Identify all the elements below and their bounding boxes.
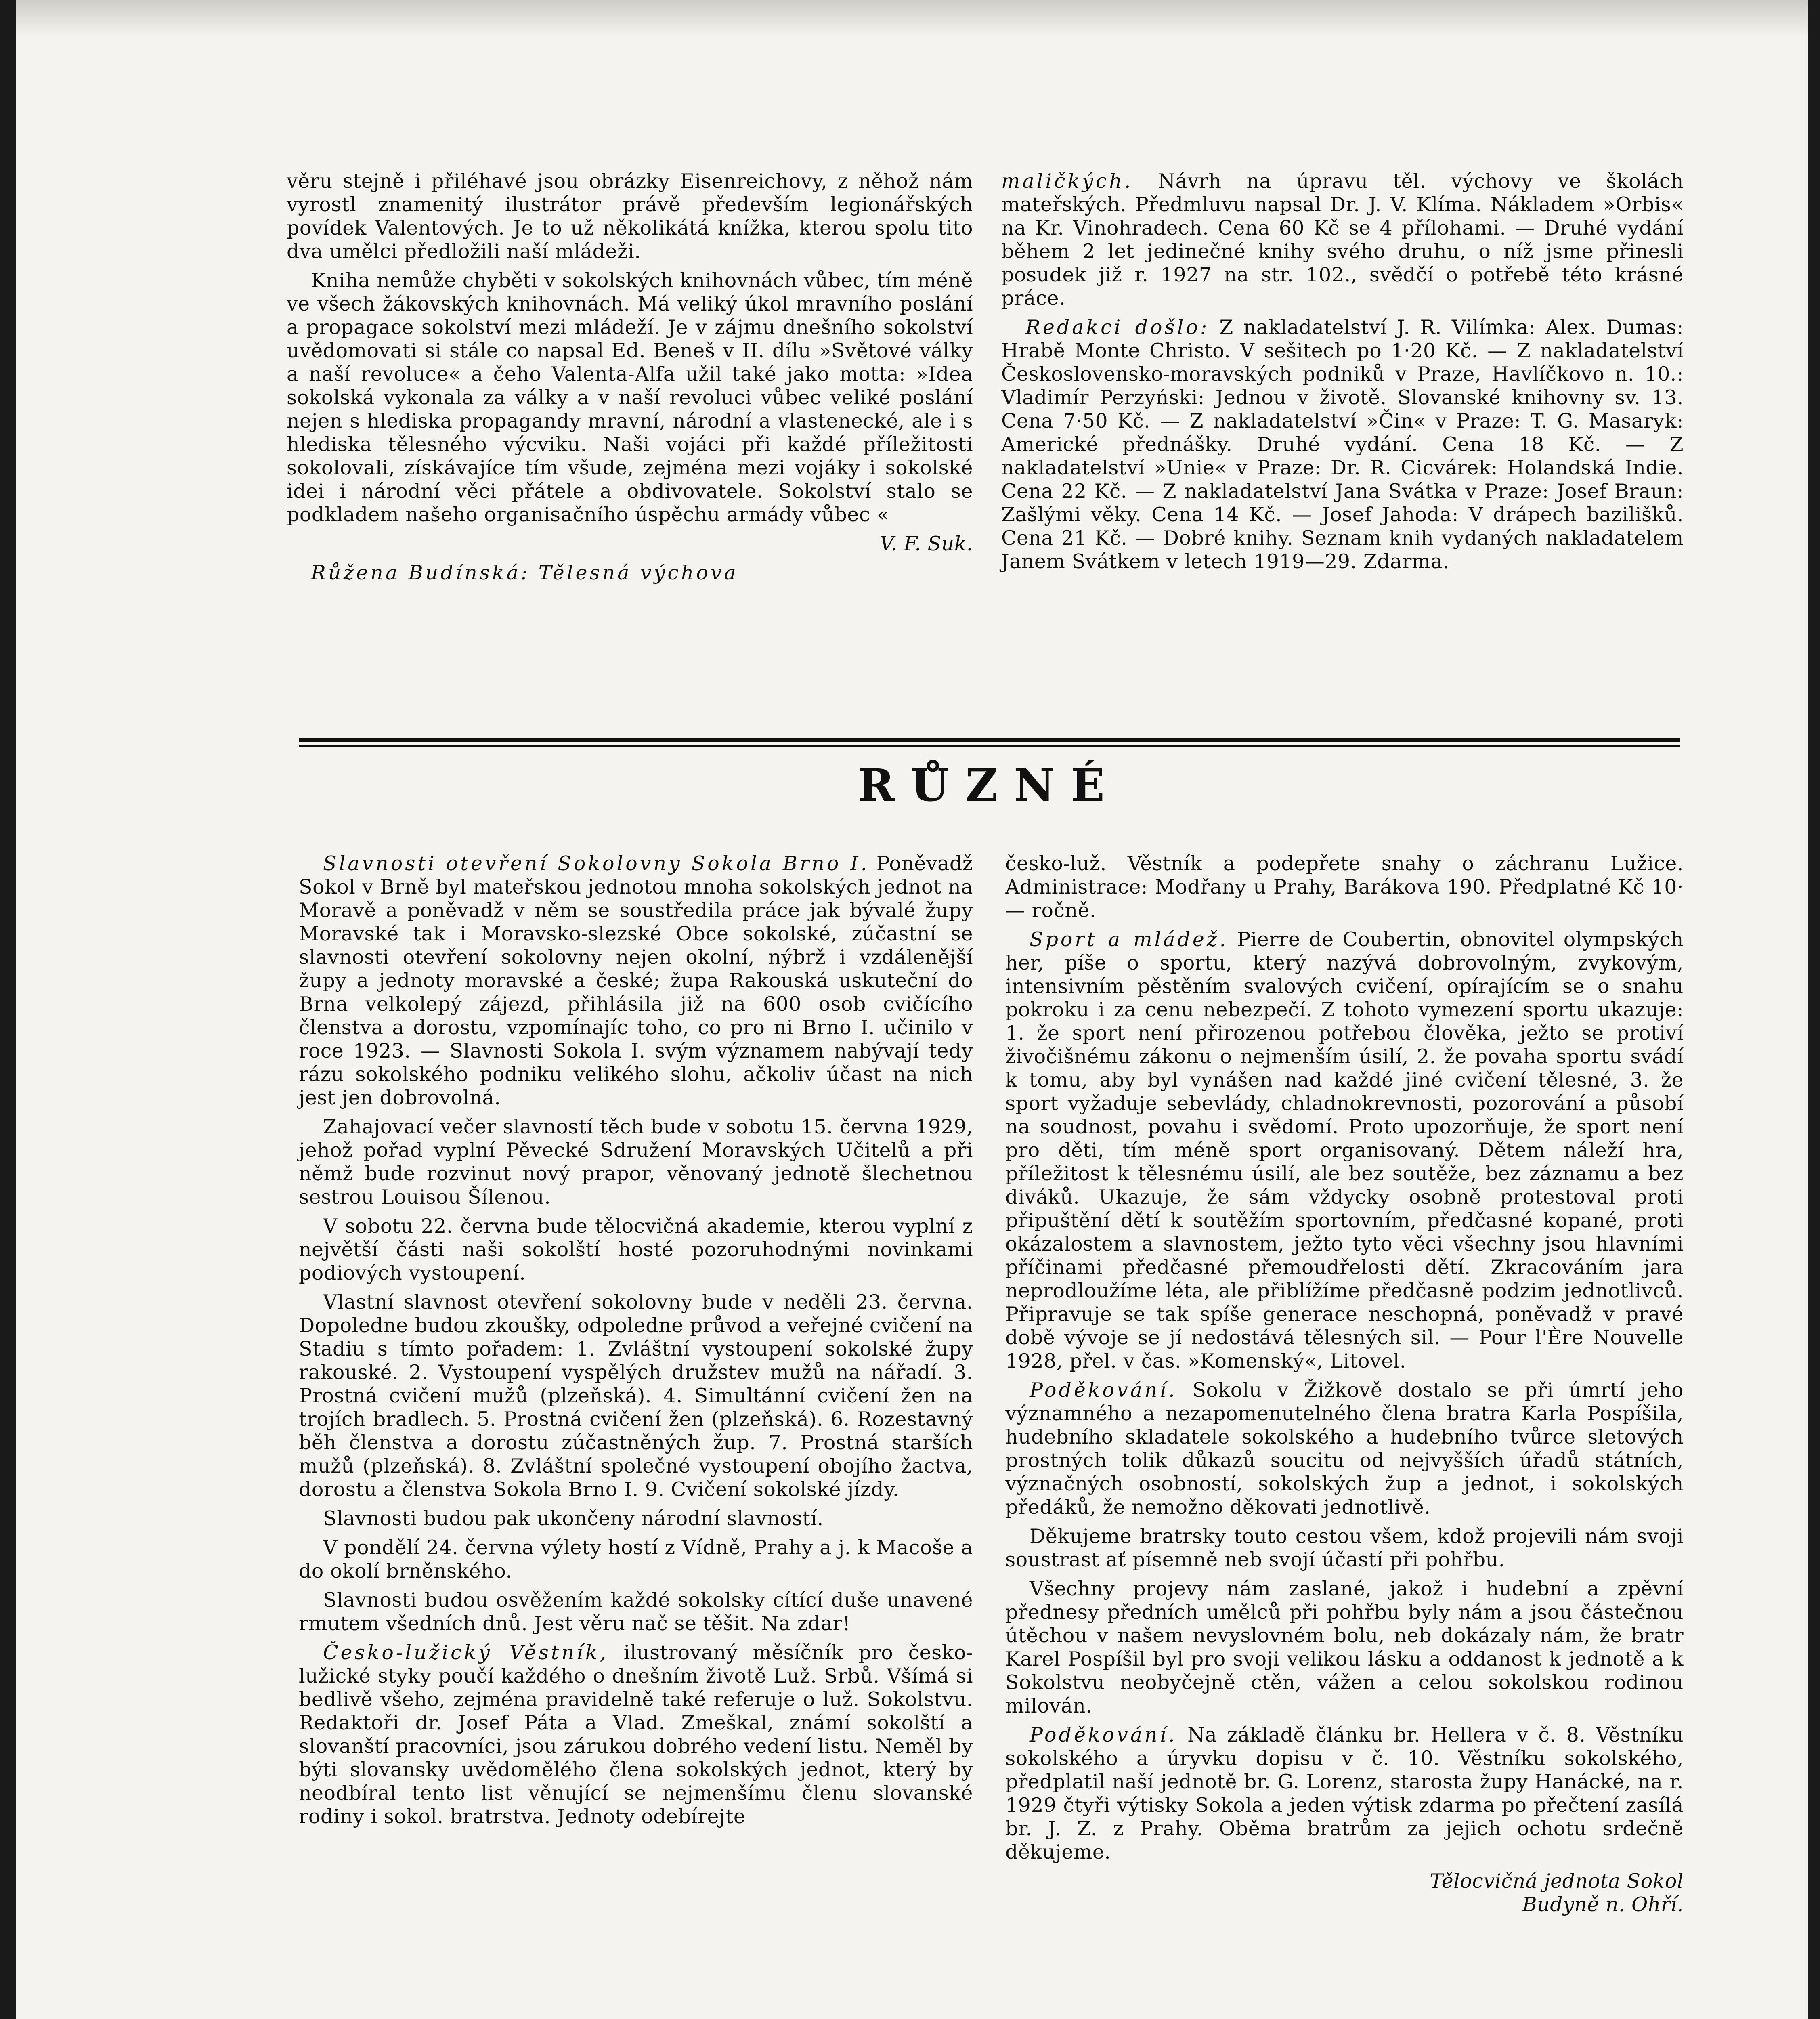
bottom-left-column [299, 852, 973, 1834]
article-title: Sport a mládež. [1030, 928, 1229, 951]
article-text: Pierre de Coubertin, obnovitel olympských her, píše o sportu, který nazývá dobrovolným, zvykovým, intensivním pěstěním svalových cvičení, opírajícím se o snahu pokroku i za cenu nebezpečí. Z tohoto vymezení sportu ukazuje: 1. že sport není přirozenou potřebou člověka, ježto se protiví živočišnému zákonu o nejmenším úsilí, 2. že povaha sportu svádí k tomu, aby byl vynášen nad každé jiné cvičení tělesné, 3. že sport vyžaduje sebevlády, chladnokrevnosti, pozorování a působí na soudnost, povahu i svědomí. Proto upozorňuje, že sport není pro děti, tím méně sport organisovaný. Dětem náleží hra, příležitost k tělesnému úsilí, ale bez soutěže, bez záznamu a bez diváků. Ukazuje, že sám vždycky osobně protestoval proti připuštění dětí k soutěžím sportovním, předčasné kopané, proti okázalostem a slavnostem, ježto tyto věci všechny jsou hlavními příčinami předčasné přemoudřelosti dětí. Zkracováním jara neprodloužíme léta, ale přiblížíme předčasně podzim jednotlivců. Připravuje se tak spíše generace neschopná, poněvadž v pravé době vývoje se jí nedostává tělesných sil. — Pour l'Ère Nouvelle 1928, přel. v čas. »Komenský«, Litovel. [1005, 928, 1684, 1373]
article-title: Poděkování. [1030, 1379, 1177, 1402]
article-text: Na základě článku br. Hellera v č. 8. Věstníku sokolského a úryvku dopisu v č. 10. Věstníku sokolského, předplatil naší jednotě br. G. Lorenz, starosta župy Hanácké, na r. 1929 čtyři výtisky Sokola a jeden výtisk zdarma po přečtení zasílá br. J. Z. z Prahy. Oběma bratrům za jejich ochotu srdečně děkujeme. [1005, 1723, 1684, 1864]
article-title: Slavnosti otevření Sokolovny Sokola Brno I. [323, 852, 870, 875]
paragraph: V sobotu 22. června bude tělocvičná akademie, kterou vyplní z největší části naši sokolští hosté pozoruhodnými novinkami podiových vystoupení. [299, 1215, 973, 1284]
bottom-right-column [1005, 852, 1684, 1922]
paragraph: věru stejně i přiléhavé jsou obrázky Eisenreichovy, z něhož nám vyrostl znamenitý ilustrátor právě především legionářských povídek Valentových. Je to už několikátá knížka, kterou spolu tito dva umělci předložili naší mládeži. [287, 170, 973, 263]
top-left-column [287, 170, 973, 590]
book-title-lead: Růžena Budínská: Tělesná výchova [311, 561, 738, 584]
book-review-text: Návrh na úpravu těl. výchovy ve školách mateřských. Předmluvu napsal Dr. J. V. Klíma. Nákladem »Orbis« na Kr. Vinohradech. Cena 60 Kč se 4 přílohami. — Druhé vydání během 2 let jedinečné knihy svého druhu, o níž jsme přinesli posudek již r. 1927 na str. 102., svědčí o potřebě této krásné práce. [1001, 170, 1684, 310]
signature: V. F. Suk. [880, 532, 973, 555]
section-rule-thick [299, 738, 1680, 742]
scan-shadow-top [0, 0, 1820, 36]
section-rule-thin [299, 745, 1680, 747]
scan-edge-right [1808, 0, 1820, 2019]
paragraph: V pondělí 24. června výlety hostí z Vídně, Prahy a j. k Macoše a do okolí brněnského. [299, 1536, 973, 1582]
top-right-column [1001, 170, 1684, 579]
received-books-label: Redakci došlo: [1025, 316, 1210, 339]
paragraph: česko-luž. Věstník a podepřete snahy o záchranu Lužice. Administrace: Modřany u Prahy, Barákova 190. Předplatné Kč 10·— ročně. [1005, 852, 1684, 922]
article-title: Česko-lužický Věstník, [323, 1641, 609, 1664]
scan-edge-left [0, 0, 16, 2019]
article-text: Sokolu v Žižkově dostalo se při úmrtí jeho významného a nezapomenutelného člena bratra Karla Pospíšila, hudebního skladatele sokolského a hudebního tvůrce sletových prostných tolik důkazů soucitu od nejvyšších úřadů státních, význačných osobností, sokolských žup a jednot, i sokolských předáků, že nemožno děkovati jednotlivě. [1005, 1379, 1684, 1519]
paragraph: Slavnosti budou osvěžením každé sokolsky cítící duše unavené rmutem všedních dnů. Jest věru nač se těšit. Na zdar! [299, 1589, 973, 1635]
paragraph: Všechny projevy nám zaslané, jakož i hudební a zpěvní přednesy předních umělců při pohřbu byly nám a jsou částečnou útěchou v našem nevyslovném bolu, neb dokázaly nám, že bratr Karel Pospíšil byl pro svoji velikou lásku a oddanost k jednotě a k Sokolstvu neobyčejně ctěn, vážen a celou sokolskou rodinou milován. [1005, 1577, 1684, 1717]
received-books-text: Z nakladatelství J. R. Vilímka: Alex. Dumas: Hrabě Monte Christo. V sešitech po 1·20 Kč. — Z nakladatelství Československo-moravských podniků v Praze, Havlíčkovo n. 10.: Vladimír Perzyński: Jednou v životě. Slovanské knihovny sv. 13. Cena 7·50 Kč. — Z nakladatelství »Čin« v Praze: T. G. Masaryk: Americké přednášky. Druhé vydání. Cena 18 Kč. — Z nakladatelství »Unie« v Praze: Dr. R. Cicvárek: Holandská Indie. Cena 22 Kč. — Z nakladatelství Jana Svátka v Praze: Josef Braun: Zašlými věky. Cena 14 Kč. — Josef Jahoda: V drápech bazilišků. Cena 21 Kč. — Dobré knihy. Seznam knih vydaných nakladatelem Janem Svátkem v letech 1919—29. Zdarma. [1001, 316, 1684, 573]
paragraph: Zahajovací večer slavností těch bude v sobotu 15. června 1929, jehož pořad vyplní Pěvecké Sdružení Moravských Učitelů a při němž bude rozvinut nový prapor, věnovaný jednotě šlechetnou sestrou Louisou Šílenou. [299, 1115, 973, 1209]
article-title: Poděkování. [1030, 1723, 1177, 1746]
article-text: Poněvadž Sokol v Brně byl mateřskou jednotou mnoha sokolských jednot na Moravě a poněvadž v něm se soustředila práce jak bývalé župy Moravské tak i Moravsko-slezské Obce sokolské, zúčastní se slavnosti otevření sokolovny nejen okolní, nýbrž i vzdálenější župy a jednoty moravské a české; župa Rakouská uskuteční do Brna velkolepý zájezd, přihlásila již na 600 osob cvičícího členstva a dorostu, vzpomínajíc toho, co pro ni Brno I. učinilo v roce 1923. — Slavnosti Sokola I. svým významem nabývají tedy rázu sokolského podniku velikého slohu, ačkoliv účast na nich jest jen dobrovolná. [299, 852, 973, 1109]
paragraph: Slavnosti budou pak ukončeny národní slavností. [323, 1507, 824, 1530]
paragraph: Vlastní slavnost otevření sokolovny bude v neděli 23. června. Dopoledne budou zkoušky, odpoledne průvod a veřejné cvičení na Stadiu s tímto pořadem: 1. Zvláštní vystoupení sokolské župy rakouské. 2. Vystoupení vyspělých družstev mužů na nářadí. 3. Prostná cvičení mužů (plzeňská). 4. Simultánní cvičení žen na trojích bradlech. 5. Prostná cvičení žen (plzeňská). 6. Rozestavný běh členstva a dorostu zúčastněných žup. 7. Prostná starších mužů (plzeňská). 8. Zvláštní společné vystoupení obojího žactva, dorostu a členstva Sokola Brno I. 9. Cvičení sokolské jízdy. [299, 1291, 973, 1501]
paragraph: Děkujeme bratrsky touto cestou všem, kdož projevili nám svoji soustrast ať písemně neb svojí účastí při pohřbu. [1005, 1525, 1684, 1571]
article-text: ilustrovaný měsíčník pro česko-lužické styky poučí každého o dnešním životě Luž. Srbů. Všímá si bedlivě všeho, zejména pravidelně také referuje o luž. Sokolstvu. Redaktoři dr. Josef Páta a Vlad. Zmeškal, známí sokolští a slovanští pracovníci, jsou zárukou dobrého vedení listu. Neměl by býti slovansky uvědomělého člena sokolských jednot, který by neodbíral tento list věnující se nejmenšímu členu slovanské rodiny i sokol. bratrstva. Jednoty odebírejte [299, 1641, 973, 1828]
signature-line-2: Budyně n. Ohří. [1522, 1893, 1684, 1916]
signature-line-1: Tělocvičná jednota Sokol [1430, 1870, 1684, 1893]
section-heading: RŮZNÉ [857, 759, 1121, 811]
paragraph: Kniha nemůže chyběti v sokolských knihovnách vůbec, tím méně ve všech žákovských knihovnách. Má veliký úkol mravního poslání a propagace sokolství mezi mládeží. Je v zájmu dnešního sokolství uvědomovati si stále co napsal Ed. Beneš v II. dílu »Světové války a naší revoluce« a čeho Valenta-Alfa užil také jako motta: »Idea sokolská vykonala za války a v naší revoluci vůbec veliké poslání nejen s hlediska propagandy mravní, národní a vlastenecké, ale i s hlediska tělesného výcviku. Naši vojáci při každé příležitosti sokolovali, získávajíce tím všude, zejména mezi vojáky i sokolské idei i národní věci přátele a obdivovatele. Sokolství stalo se podkladem našeho organisačního úspěchu armády vůbec « [287, 269, 973, 526]
book-title-cont: maličkých. [1001, 170, 1133, 193]
